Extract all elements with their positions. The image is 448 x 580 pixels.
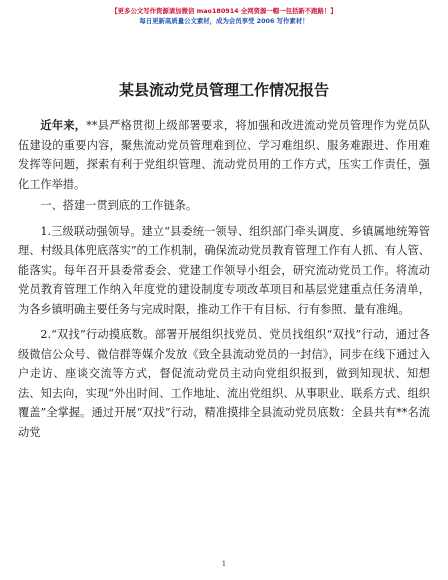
document-body: [18, 116, 430, 442]
header-banner: [18, 6, 430, 26]
banner-line-2: 每日更新高质量公文素材，成为会员享受 2006 写作素材！: [139, 17, 309, 25]
intro-text: **县严格贯彻上级部署要求，将加强和改进流动党员管理作为党员队伍建设的重要内容，聚焦流动党员管理难到位、学习难组织、服务难跟进、作用难发挥等问题，探索有利于党组织管理、流动党员用的工作方式，压实工作责任，强化工作举措。: [18, 119, 430, 191]
section-heading: 一、搭建一贯到底的工作链条。: [40, 199, 198, 212]
banner-line-1: 【更多公文写作资源请加微信 mao180914 全网资源一帽一包括新不跑路！】: [111, 7, 337, 15]
document-title: 某县流动党员管理工作情况报告: [118, 81, 329, 99]
paragraph-1: 1.三级联动强领导。建立“县委统一领导、组织部门牵头调度、乡镇属地统筹管理、村级具体兜底落实”的工作机制，确保流动党员教育管理工作有人抓、有人管、能落实。每年召开县委常委会、党建工作领导小组会，研究流动党员工作。将流动党员教育管理工作纳入年度党的建设制度专项改革项目和基层党建重点任务清单，为各乡镇明确主要任务与完成时限，推动工作干有目标、行有参照、量有准绳。: [18, 224, 430, 316]
page-number: 1: [221, 560, 227, 568]
paragraph-2: 2.“双找”行动摸底数。部署开展组织找党员、党员找组织“双找”行动，通过各级微信公众号、微信群等媒介发放《致全县流动党员的一封信》，同步在线下通过入户走访、座谈交流等方式，督促流动党员主动向党组织报到，做到知现状、知想法、知去向，实现“外出时间、工作地址、流出党组织、从事职业、联系方式、组织覆盖”全掌握。通过开展“双找”行动，精准摸排全县流动党员底数：全县共有**名流动党: [18, 328, 430, 439]
intro-lead: 近年来，: [40, 118, 87, 132]
intro-paragraph: [18, 116, 430, 194]
